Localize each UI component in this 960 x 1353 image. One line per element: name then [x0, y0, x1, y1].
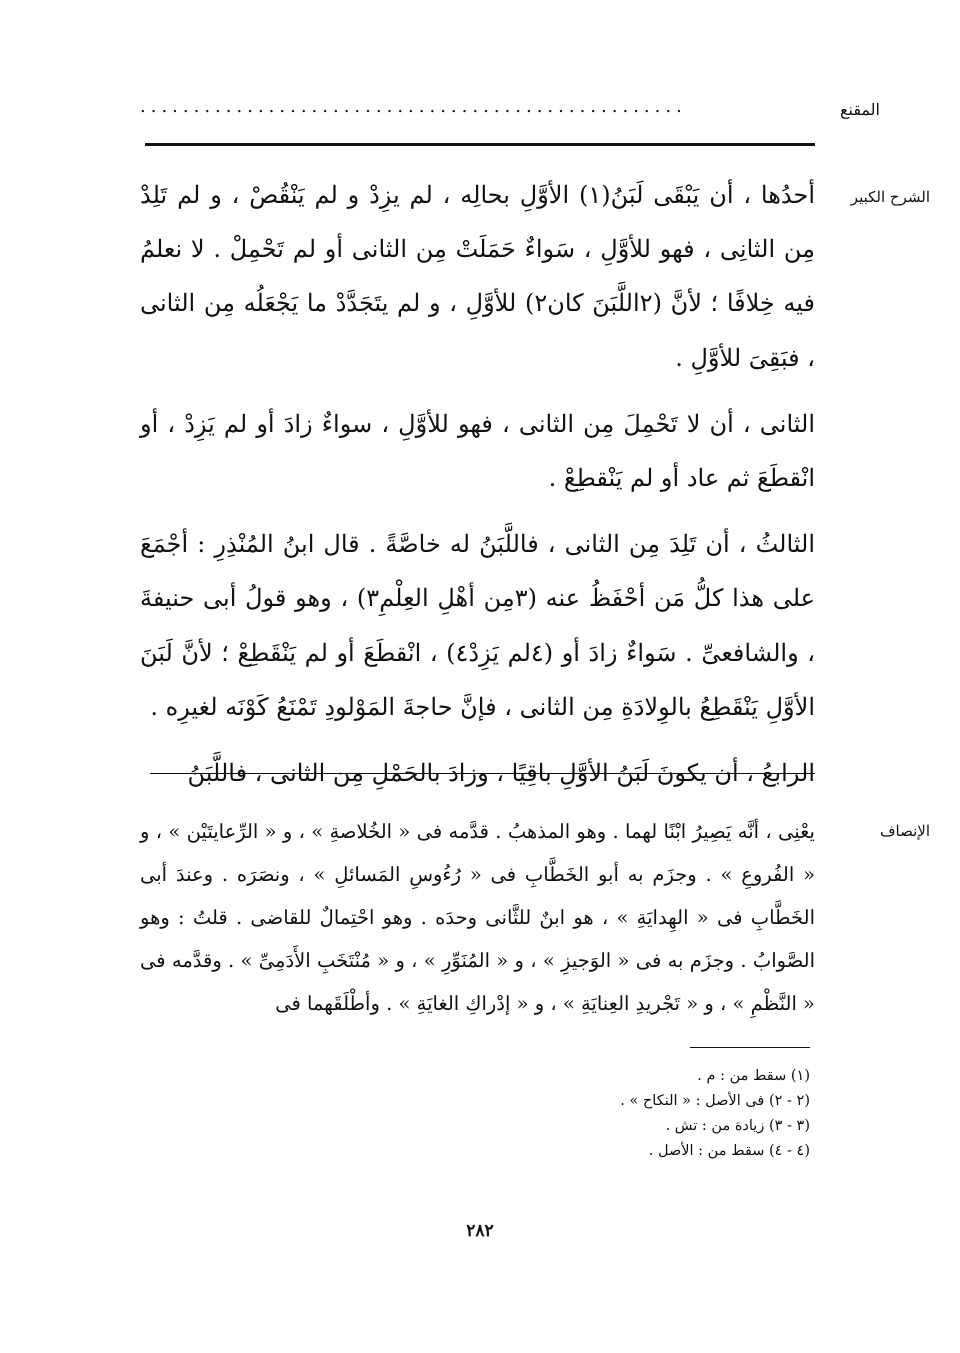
- book-title: المقنع: [839, 100, 880, 119]
- main-paragraph-2: الثانى ، أن لا تَحْمِلَ مِن الثانى ، فهو للأوَّلِ ، سواءٌ زادَ أو لم يَزِدْ ، أو انْقطَعَ ثم عاد أو لم يَنْقطِعْ .: [140, 409, 815, 493]
- footnote-1: (١) سقط من : م .: [697, 1068, 810, 1084]
- dot-leader: ...................................................: [140, 96, 687, 117]
- page-number: ٢٨٢: [466, 1221, 494, 1241]
- footnote-rule: [690, 1047, 810, 1048]
- footnotes: [390, 1064, 810, 1164]
- footnote-2: (٢ - ٢) فى الأصل : « النكاح » .: [620, 1093, 810, 1109]
- footnote-4: (٤ - ٤) سقط من : الأصل .: [648, 1143, 810, 1159]
- margin-label-sharh: الشرح الكبير: [850, 188, 930, 206]
- main-paragraph-4: الرابعُ ، أن يكونَ لَبَنُ الأوَّلِ باقِيًا ، وزادَ بالحَمْلِ مِن الثانى ، فاللَّبَنُ: [187, 759, 815, 788]
- main-commentary: [140, 168, 815, 800]
- main-paragraph-3: الثالثُ ، أن تَلِدَ مِن الثانى ، فاللَّبَنُ له خاصَّةً . قال ابنُ المُنْذِرِ : أجْمَعَ على هذا كلُّ مَن أحْفَظُ عنه (٣مِن أهْلِ العِلْمِ٣) ، وهو قولُ أبى حنيفةَ ، والشافعىِّ . سَواءٌ زادَ أو (٤لم يَزِدْ٤) ، انْقطَعَ أو لم يَنْقَطِعْ ؛ لأنَّ لَبَنَ الأوَّلِ يَنْقَطِعُ بالوِلادَةِ مِن الثانى ، فإنَّ حاجةَ المَوْلودِ تَمْنَعُ كَوْنَه لغيرِه .: [140, 530, 816, 721]
- section-divider: [150, 773, 815, 774]
- running-header: [140, 96, 880, 136]
- header-rule: [145, 143, 815, 146]
- main-paragraph-1: أحدُها ، أن يَبْقَى لَبَنُ(١) الأوَّلِ بحالِه ، لم يزِدْ و لم يَنْقُصْ ، و لم تَلِدْ مِن الثانِى ، فهو للأوَّلِ ، سَواءٌ حَمَلَتْ مِن الثانى أو لم تَحْمِلْ . لا نعلمُ فيه خِلافًا ؛ لأنَّ (٢اللَّبَنَ كان٢) للأوَّلِ ، و لم يتَجَدَّدْ ما يَجْعَلُه مِن الثانى ، فبَقِىَ للأوَّلِ .: [140, 181, 816, 372]
- margin-label-insaf: الإنصاف: [879, 822, 930, 840]
- insaf-commentary: [140, 810, 815, 1025]
- insaf-paragraph: يعْنِى ، أنَّه يَصِيرُ ابْنًا لهما . وهو المذهبُ . قدَّمه فى « الخُلاصةِ » ، و « الرِّعايتَيْن » ، و « الفُروعِ » . وجزَم به أبو الخَطَّابِ فى « رُءُوسِ المَسائلِ » ، ونصَرَه . وعندَ أبى الخَطَّابِ فى « الهِدايَةِ » ، هو ابنٌ للثَّانى وحدَه . وهو احْتِمالٌ للقاضى . قلتُ : وهو الصَّوابُ . وجزَم به فى « الوَجيزِ » ، و « المُنَوِّرِ » ، و « مُنْتَخَبِ الأَدَمِىِّ » . وقدَّمه فى « النَّظْمِ » ، و « تَجْريدِ العِنايَةِ » ، و « إدْراكِ الغايَةِ » . وأطْلَقَهما فى: [140, 820, 815, 1015]
- footnote-3: (٣ - ٣) زيادة من : تش .: [665, 1118, 810, 1134]
